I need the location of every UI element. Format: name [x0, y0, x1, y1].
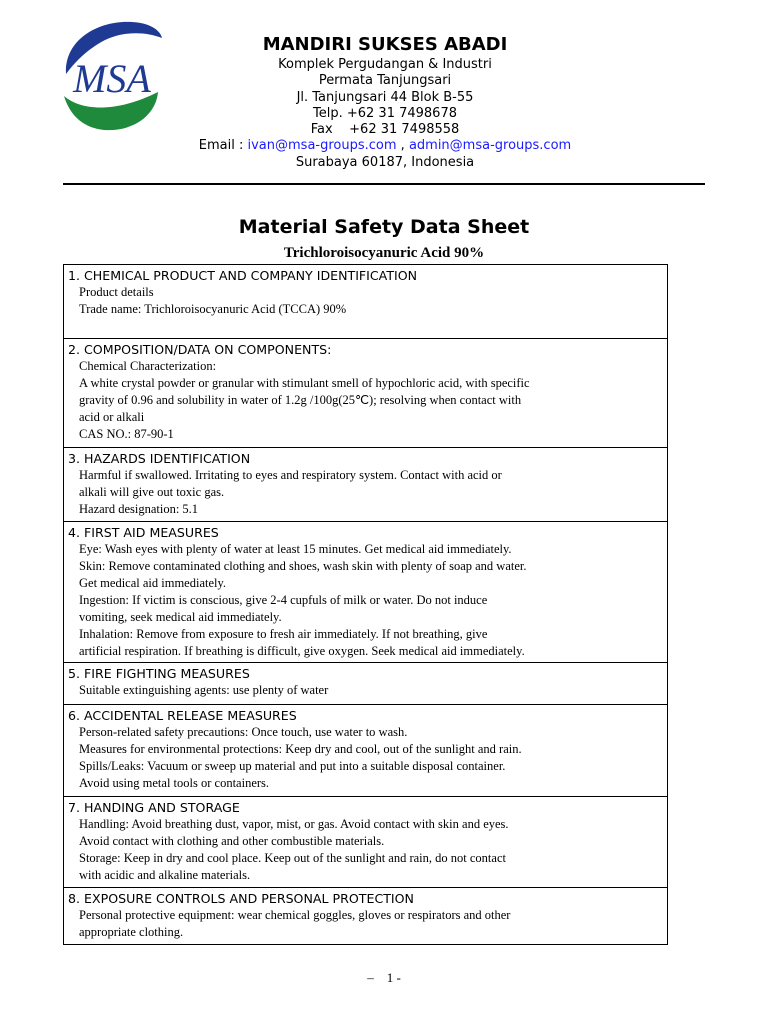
- section-line: Product details: [79, 285, 154, 299]
- section-line: Chemical Characterization:: [79, 359, 217, 373]
- section-line: gravity of 0.96 and solubility in water of 1.2g /100g(25℃); resolving when contact with: [79, 393, 522, 407]
- section-line: artificial respiration. If breathing is difficult, give oxygen. Seek medical aid immediately.: [79, 644, 525, 658]
- section-line: with acidic and alkaline materials.: [79, 868, 251, 882]
- section-heading: 3. HAZARDS IDENTIFICATION: [68, 451, 251, 466]
- address-line: Komplek Pergudangan & Industri: [278, 57, 492, 72]
- section-product-identification: [64, 265, 667, 338]
- page-number: – 1 -: [367, 970, 401, 985]
- section-line: Get medical aid immediately.: [79, 576, 227, 590]
- section-line: acid or alkali: [79, 410, 145, 424]
- section-heading: 6. ACCIDENTAL RELEASE MEASURES: [68, 708, 297, 723]
- msa-logo-icon: [60, 18, 164, 134]
- section-hazards: [64, 447, 667, 521]
- document-subtitle: Trichloroisocyanuric Acid 90%: [283, 245, 485, 261]
- section-line: Trade name: Trichloroisocyanuric Acid (TCCA) 90%: [79, 302, 347, 316]
- section-line: Personal protective equipment: wear chemical goggles, gloves or respirators and other: [79, 908, 511, 922]
- logo-text: MSA: [73, 56, 151, 101]
- fax-line: Fax +62 31 7498558: [310, 122, 460, 138]
- section-line: Ingestion: If victim is conscious, give 2-4 cupfuls of milk or water. Do not induce: [79, 593, 488, 607]
- section-line: vomiting, seek medical aid immediately.: [79, 610, 282, 624]
- section-line: Inhalation: Remove from exposure to fresh air immediately. If not breathing, give: [79, 627, 488, 641]
- email-line: [195, 138, 575, 154]
- section-fire-fighting: [64, 662, 667, 704]
- section-first-aid: [64, 521, 667, 662]
- address-line: Jl. Tanjungsari 44 Blok B-55: [296, 89, 474, 105]
- section-line: CAS NO.: 87-90-1: [79, 427, 174, 441]
- section-heading: 8. EXPOSURE CONTROLS AND PERSONAL PROTECTION: [68, 891, 414, 906]
- section-line: A white crystal powder or granular with stimulant smell of hypochloric acid, with specific: [79, 376, 530, 390]
- section-line: Skin: Remove contaminated clothing and shoes, wash skin with plenty of soap and water.: [79, 559, 527, 573]
- header-divider: [63, 183, 705, 185]
- section-line: appropriate clothing.: [79, 925, 184, 939]
- section-line: Handling: Avoid breathing dust, vapor, mist, or gas. Avoid contact with skin and eyes.: [79, 817, 509, 831]
- email-separator: ,: [396, 138, 409, 154]
- section-line: Suitable extinguishing agents: use plenty of water: [79, 683, 329, 697]
- section-composition: [64, 338, 667, 447]
- section-line: Avoid using metal tools or containers.: [79, 776, 270, 790]
- section-line: alkali will give out toxic gas.: [79, 485, 225, 499]
- section-line: Storage: Keep in dry and cool place. Keep out of the sunlight and rain, do not contact: [79, 851, 506, 865]
- section-handling-storage: [64, 796, 667, 887]
- section-line: Avoid contact with clothing and other combustible materials.: [79, 834, 385, 848]
- company-logo: [60, 18, 164, 134]
- company-name: MANDIRI SUKSES ABADI: [262, 34, 508, 55]
- city-line: Surabaya 60187, Indonesia: [295, 154, 475, 170]
- section-heading: 4. FIRST AID MEASURES: [68, 525, 219, 540]
- section-heading: 5. FIRE FIGHTING MEASURES: [68, 666, 250, 681]
- section-heading: 1. CHEMICAL PRODUCT AND COMPANY IDENTIFICATION: [68, 268, 418, 283]
- section-exposure-controls: [64, 887, 667, 944]
- section-line: Person-related safety precautions: Once touch, use water to wash.: [79, 725, 408, 739]
- section-line: Spills/Leaks: Vacuum or sweep up material and put into a suitable disposal container.: [79, 759, 506, 773]
- email-link-admin[interactable]: admin@msa-groups.com: [408, 138, 572, 154]
- section-line: Eye: Wash eyes with plenty of water at least 15 minutes. Get medical aid immediately.: [79, 542, 512, 556]
- section-accidental-release: [64, 704, 667, 796]
- section-line: Hazard designation: 5.1: [79, 502, 199, 516]
- phone-line: Telp. +62 31 7498678: [313, 105, 457, 121]
- section-heading: 2. COMPOSITION/DATA ON COMPONENTS:: [68, 342, 332, 357]
- company-header: [195, 34, 575, 171]
- document-title: Material Safety Data Sheet: [238, 216, 530, 238]
- section-line: Harmful if swallowed. Irritating to eyes and respiratory system. Contact with acid or: [79, 468, 502, 482]
- address-line: Permata Tanjungsari: [318, 73, 452, 89]
- msds-sections-table: [63, 264, 668, 945]
- section-line: Measures for environmental protections: Keep dry and cool, out of the sunlight and rain.: [79, 742, 522, 756]
- section-heading: 7. HANDING AND STORAGE: [68, 800, 240, 815]
- email-label: Email :: [198, 138, 248, 154]
- email-link-ivan[interactable]: ivan@msa-groups.com: [247, 138, 397, 154]
